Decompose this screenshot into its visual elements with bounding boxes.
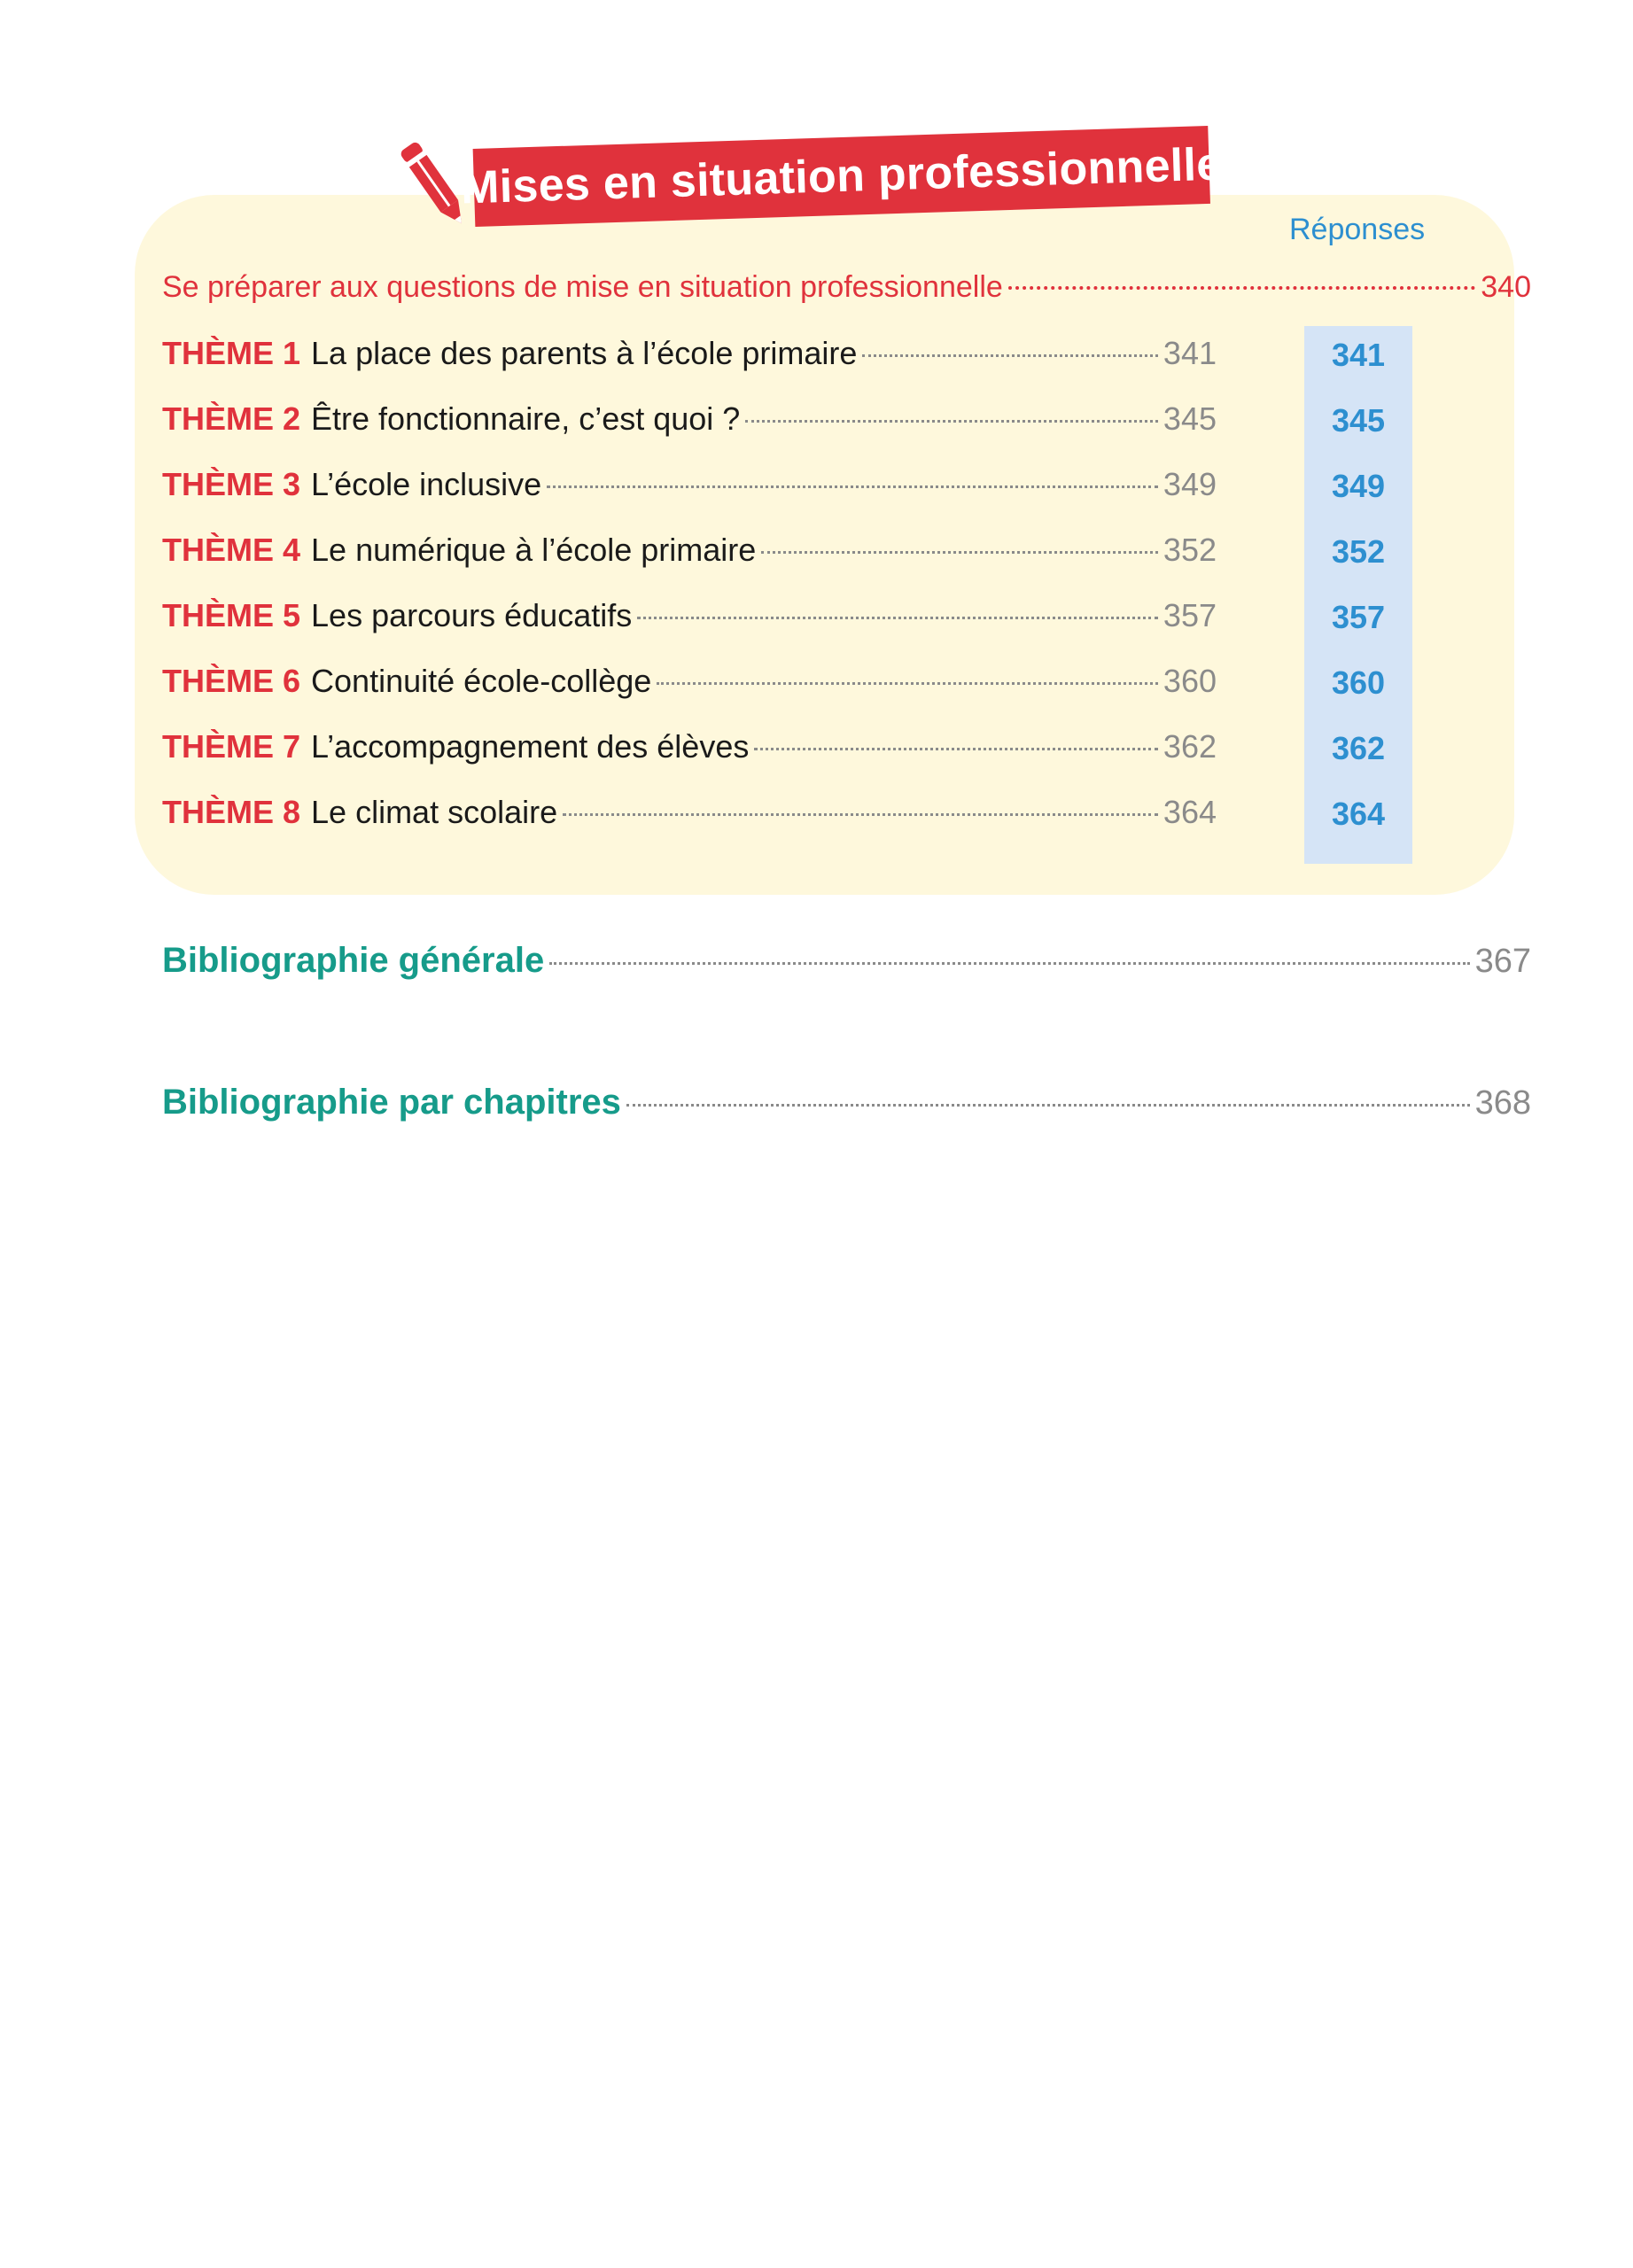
theme-tag: THÈME 2 bbox=[162, 400, 301, 437]
dot-leader bbox=[657, 682, 1158, 685]
dot-leader bbox=[626, 1104, 1470, 1107]
dot-leader bbox=[862, 354, 1158, 357]
theme-title: L’école inclusive bbox=[311, 466, 542, 502]
toc-entry-theme-5[interactable] bbox=[162, 597, 1217, 650]
answer-page-number[interactable]: 364 bbox=[1331, 796, 1386, 832]
toc-page-number: 367 bbox=[1474, 943, 1531, 980]
dot-leader bbox=[754, 748, 1158, 750]
toc-entry-theme-7[interactable] bbox=[162, 728, 1217, 781]
theme-title: L’accompagnement des élèves bbox=[311, 728, 750, 765]
dot-leader bbox=[745, 420, 1158, 423]
answer-page-number[interactable]: 357 bbox=[1331, 599, 1386, 635]
toc-entry-theme-2[interactable] bbox=[162, 400, 1217, 454]
toc-page-number: 345 bbox=[1163, 400, 1217, 437]
theme-tag: THÈME 7 bbox=[162, 728, 301, 765]
dot-leader bbox=[761, 551, 1158, 554]
toc-entry-theme-8[interactable] bbox=[162, 794, 1217, 847]
dot-leader bbox=[563, 813, 1158, 816]
toc-entry-theme-4[interactable] bbox=[162, 532, 1217, 585]
toc-page-number: 349 bbox=[1163, 466, 1217, 502]
toc-entry-bibliography-general[interactable] bbox=[162, 941, 1531, 994]
theme-tag: THÈME 3 bbox=[162, 466, 301, 502]
bibliography-label: Bibliographie générale bbox=[162, 941, 545, 980]
dot-leader bbox=[547, 485, 1158, 488]
theme-tag: THÈME 6 bbox=[162, 663, 301, 699]
theme-title: Être fonctionnaire, c’est quoi ? bbox=[311, 400, 741, 437]
answer-page-number[interactable]: 360 bbox=[1331, 664, 1386, 701]
theme-tag: THÈME 8 bbox=[162, 794, 301, 830]
theme-title: Le numérique à l’école primaire bbox=[311, 532, 757, 568]
toc-entry-theme-1[interactable] bbox=[162, 335, 1217, 388]
toc-entry-theme-3[interactable] bbox=[162, 466, 1217, 519]
dot-leader bbox=[1008, 286, 1475, 290]
toc-page-number: 341 bbox=[1163, 335, 1217, 371]
toc-page-number: 360 bbox=[1163, 663, 1217, 699]
toc-entry-intro[interactable] bbox=[162, 270, 1531, 315]
toc-entry-bibliography-chapters[interactable] bbox=[162, 1083, 1531, 1136]
theme-title: La place des parents à l’école primaire bbox=[311, 335, 858, 371]
dot-leader bbox=[637, 617, 1158, 619]
answers-column-header: Réponses bbox=[1289, 213, 1426, 246]
theme-tag: THÈME 1 bbox=[162, 335, 301, 371]
answer-page-number[interactable]: 345 bbox=[1331, 402, 1386, 439]
theme-title: Les parcours éducatifs bbox=[311, 597, 633, 633]
toc-page-number: 352 bbox=[1163, 532, 1217, 568]
section-title: Mises en situation professionnelle bbox=[460, 138, 1224, 214]
answer-page-number[interactable]: 352 bbox=[1331, 533, 1386, 570]
answer-page-number[interactable]: 349 bbox=[1331, 468, 1386, 504]
dot-leader bbox=[549, 962, 1469, 965]
answer-page-number[interactable]: 362 bbox=[1331, 730, 1386, 766]
toc-page-number: 362 bbox=[1163, 728, 1217, 765]
toc-page-number: 364 bbox=[1163, 794, 1217, 830]
toc-page-number: 368 bbox=[1474, 1084, 1531, 1122]
toc-page-number: 340 bbox=[1481, 270, 1531, 304]
toc-entry-theme-6[interactable] bbox=[162, 663, 1217, 716]
theme-tag: THÈME 4 bbox=[162, 532, 301, 568]
theme-title: Continuité école-collège bbox=[311, 663, 652, 699]
toc-page-number: 357 bbox=[1163, 597, 1217, 633]
theme-title: Le climat scolaire bbox=[311, 794, 558, 830]
answer-page-number[interactable]: 341 bbox=[1331, 337, 1386, 373]
theme-tag: THÈME 5 bbox=[162, 597, 301, 633]
toc-entry-label: Se préparer aux questions de mise en situation professionnelle bbox=[162, 270, 1003, 304]
bibliography-label: Bibliographie par chapitres bbox=[162, 1083, 621, 1122]
